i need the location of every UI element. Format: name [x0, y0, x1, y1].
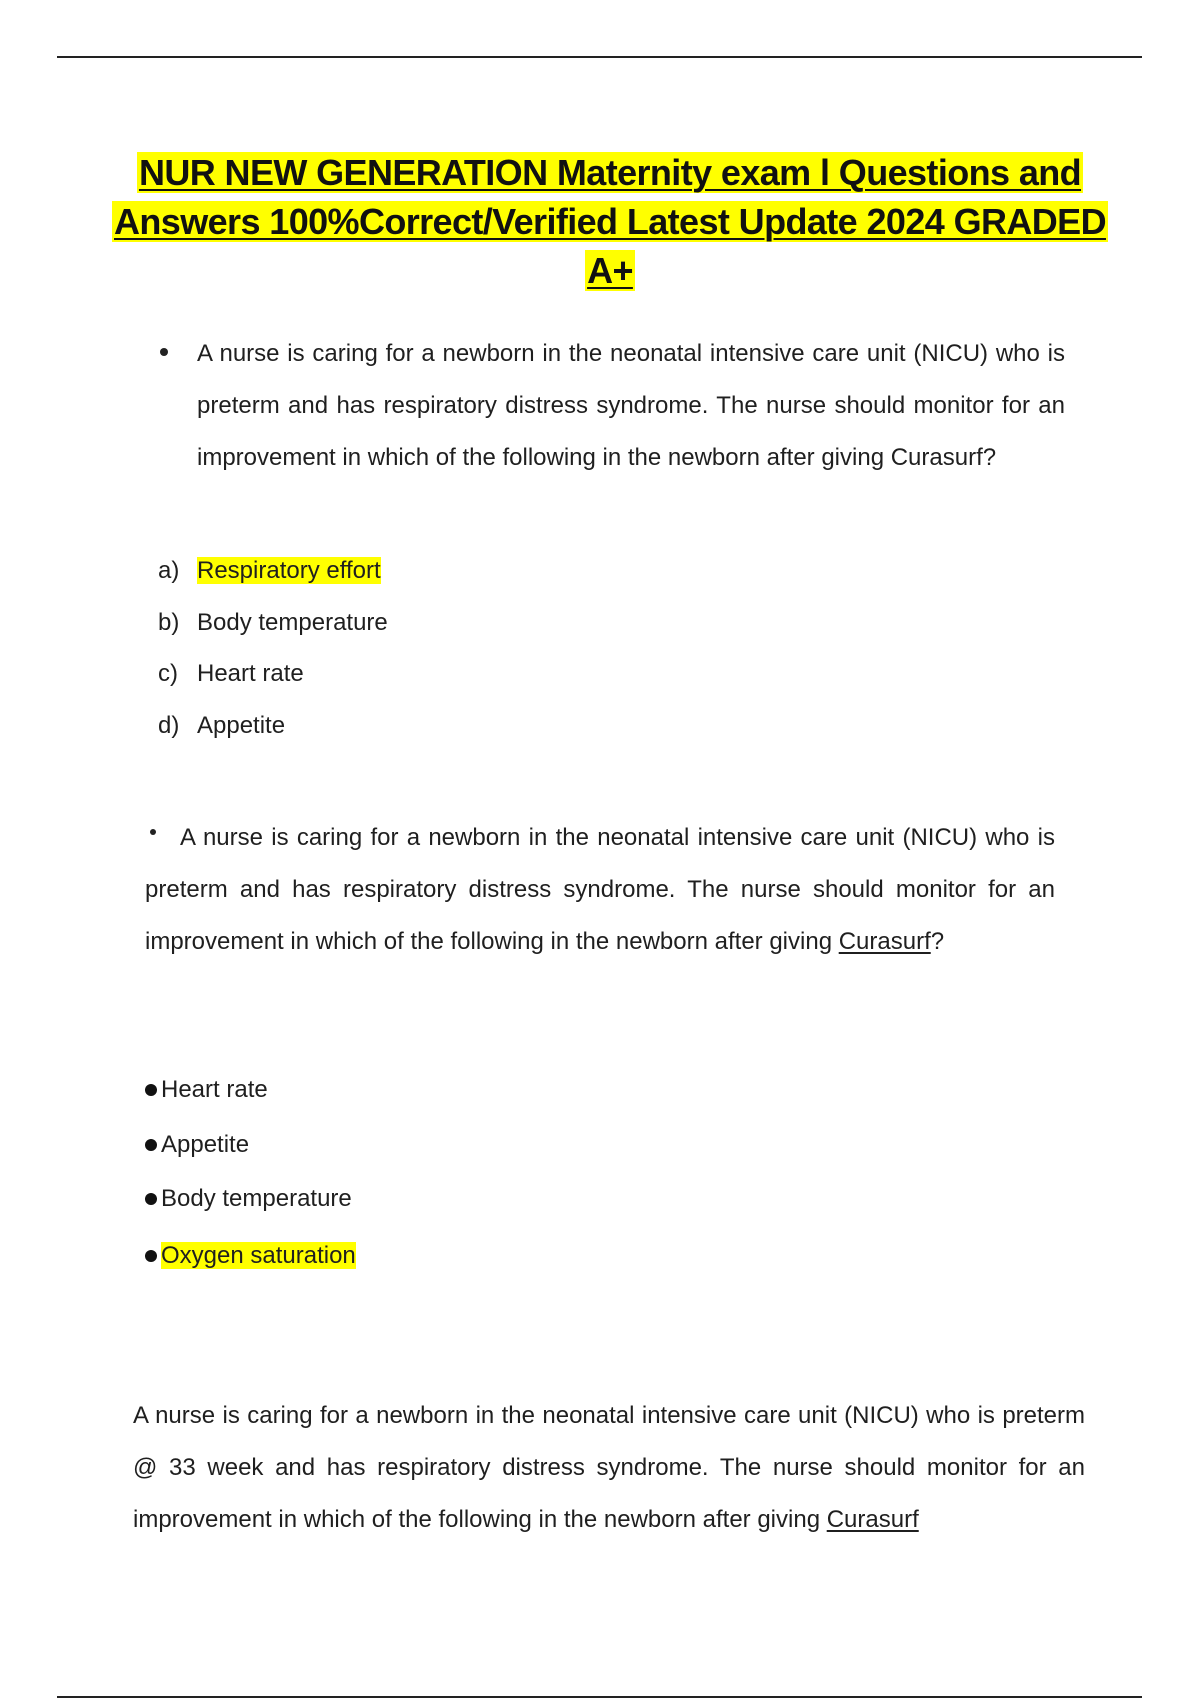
option-label: Heart rate [197, 660, 304, 687]
bullet-icon [145, 1084, 157, 1096]
option-label: Appetite [197, 712, 286, 739]
option-letter: d) [158, 712, 180, 739]
option-label: Body temperature [197, 609, 388, 636]
option-label: Body temperature [161, 1185, 352, 1212]
question-2-drug-name: Curasurf [838, 928, 931, 955]
question-1-option-d [158, 711, 285, 741]
bullet-icon [160, 348, 168, 356]
option-label-correct: Oxygen saturation [161, 1242, 356, 1269]
top-rule [57, 56, 1142, 58]
document-title [90, 148, 1130, 295]
question-1-option-b [158, 608, 388, 638]
question-1-text: A nurse is caring for a newborn in the neonatal intensive care unit (NICU) who is preterm and has respiratory distress syndrome. The nurse should monitor for an improvement in which of the following in the newborn after giving Curasurf? [197, 340, 1065, 471]
question-2-text [145, 812, 1055, 968]
bullet-icon [145, 1250, 157, 1262]
bullet-icon [145, 1139, 157, 1151]
question-3-drug-name: Curasurf [826, 1506, 919, 1533]
question-2-option [145, 1239, 356, 1273]
question-3-text [133, 1390, 1085, 1546]
question-2-option [145, 1073, 268, 1107]
title-line-1: NUR NEW GENERATION Maternity exam l Questions and [138, 152, 1082, 193]
option-letter: b) [158, 609, 180, 636]
question-3-text-main: A nurse is caring for a newborn in the neonatal intensive care unit (NICU) who is preterm @ 33 week and has respiratory distress syndrome. The nurse should monitor for an improvement in which of the following in the newborn after giving [133, 1402, 1085, 1533]
option-letter: a) [158, 557, 180, 584]
question-1-option-c [158, 659, 304, 689]
question-2-text-end: ? [930, 928, 945, 955]
title-line-3: A+ [587, 250, 633, 291]
title-line-2: Answers 100%Correct/Verified Latest Update 2024 GRADED [114, 201, 1106, 242]
option-label-correct: Respiratory effort [197, 557, 381, 584]
bottom-rule [57, 1696, 1142, 1698]
question-1-option-a [158, 556, 381, 586]
option-letter: c) [158, 660, 178, 687]
option-label: Heart rate [161, 1076, 268, 1103]
question-2-text-main: A nurse is caring for a newborn in the neonatal intensive care unit (NICU) who is preterm and has respiratory distress syndrome. The nurse should monitor for an improvement in which of the following in the newborn after giving [145, 824, 1055, 955]
bullet-icon [145, 1193, 157, 1205]
question-2-option [145, 1128, 249, 1162]
question-2-option [145, 1182, 352, 1216]
option-label: Appetite [161, 1131, 250, 1158]
